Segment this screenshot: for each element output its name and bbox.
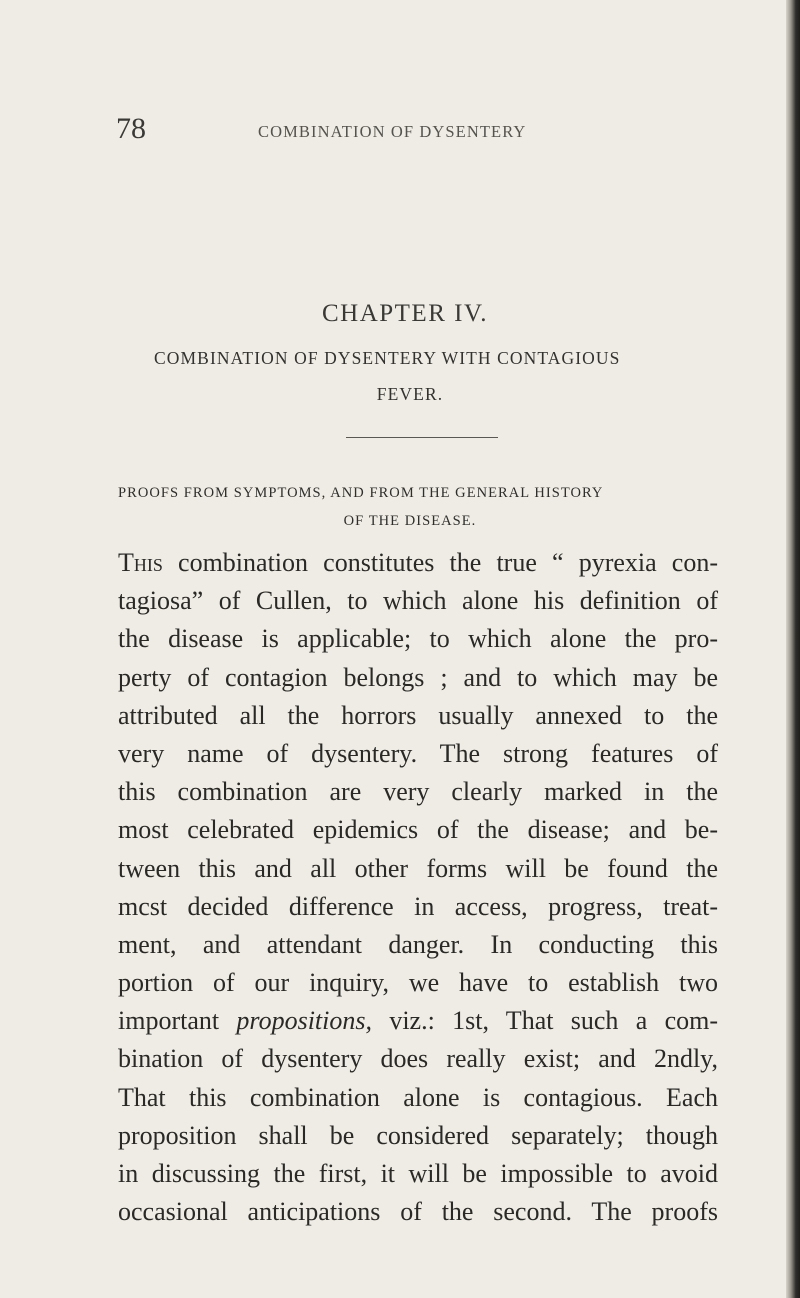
page-number: 78 — [116, 112, 146, 145]
body-line: the disease is applicable; to which alone the pro- — [118, 624, 718, 654]
body-line-text: viz.: 1st, That such a com- — [389, 1006, 719, 1036]
body-line: in discussing the first, it will be impossible to avoid — [118, 1159, 718, 1188]
body-line — [118, 1002, 718, 1040]
page-edge-shadow — [786, 0, 800, 1298]
body-line: occasional anticipations of the second. The proofs — [118, 1197, 718, 1227]
body-paragraph — [118, 544, 718, 1231]
section-heading-line-1: PROOFS FROM SYMPTOMS, AND FROM THE GENERAL HISTORY — [118, 485, 604, 501]
body-line: That this combination alone is contagious. Each — [118, 1082, 718, 1112]
chapter-subtitle-line-1: COMBINATION OF DYSENTERY WITH CONTAGIOUS — [154, 348, 621, 368]
body-line: attributed all the horrors usually annexed to the — [118, 700, 718, 730]
body-line — [118, 544, 718, 582]
body-line-text: combination constitutes the true “ pyrexia con- — [178, 548, 719, 577]
body-line: perty of contagion belongs ; and to which may be — [118, 662, 718, 692]
body-line: tagiosa” of Cullen, to which alone his definition of — [118, 586, 718, 616]
body-line: very name of dysentery. The strong features of — [118, 738, 718, 768]
body-line: mcst decided difference in access, progress, treat- — [118, 891, 718, 921]
running-head: COMBINATION OF DYSENTERY — [258, 122, 527, 141]
body-line-text: important — [118, 1006, 220, 1036]
body-line: this combination are very clearly marked in the — [118, 777, 718, 807]
emphasized-word: propositions, — [236, 1006, 372, 1036]
chapter-title: CHAPTER IV. — [321, 300, 489, 327]
body-line: ment, and attendant danger. In conducting this — [118, 929, 718, 959]
body-line: tween this and all other forms will be found the — [118, 853, 718, 883]
body-line: proposition shall be considered separately; though — [118, 1120, 718, 1150]
body-line: bination of dysentery does really exist; and 2ndly, — [118, 1044, 718, 1074]
opening-word: This — [118, 548, 163, 577]
body-line: portion of our inquiry, we have to establish two — [118, 968, 718, 998]
divider-rule — [346, 437, 498, 438]
section-heading-line-2: OF THE DISEASE. — [343, 513, 477, 529]
chapter-subtitle-line-2: FEVER. — [376, 384, 444, 404]
body-line: most celebrated epidemics of the disease; and be- — [118, 815, 718, 845]
